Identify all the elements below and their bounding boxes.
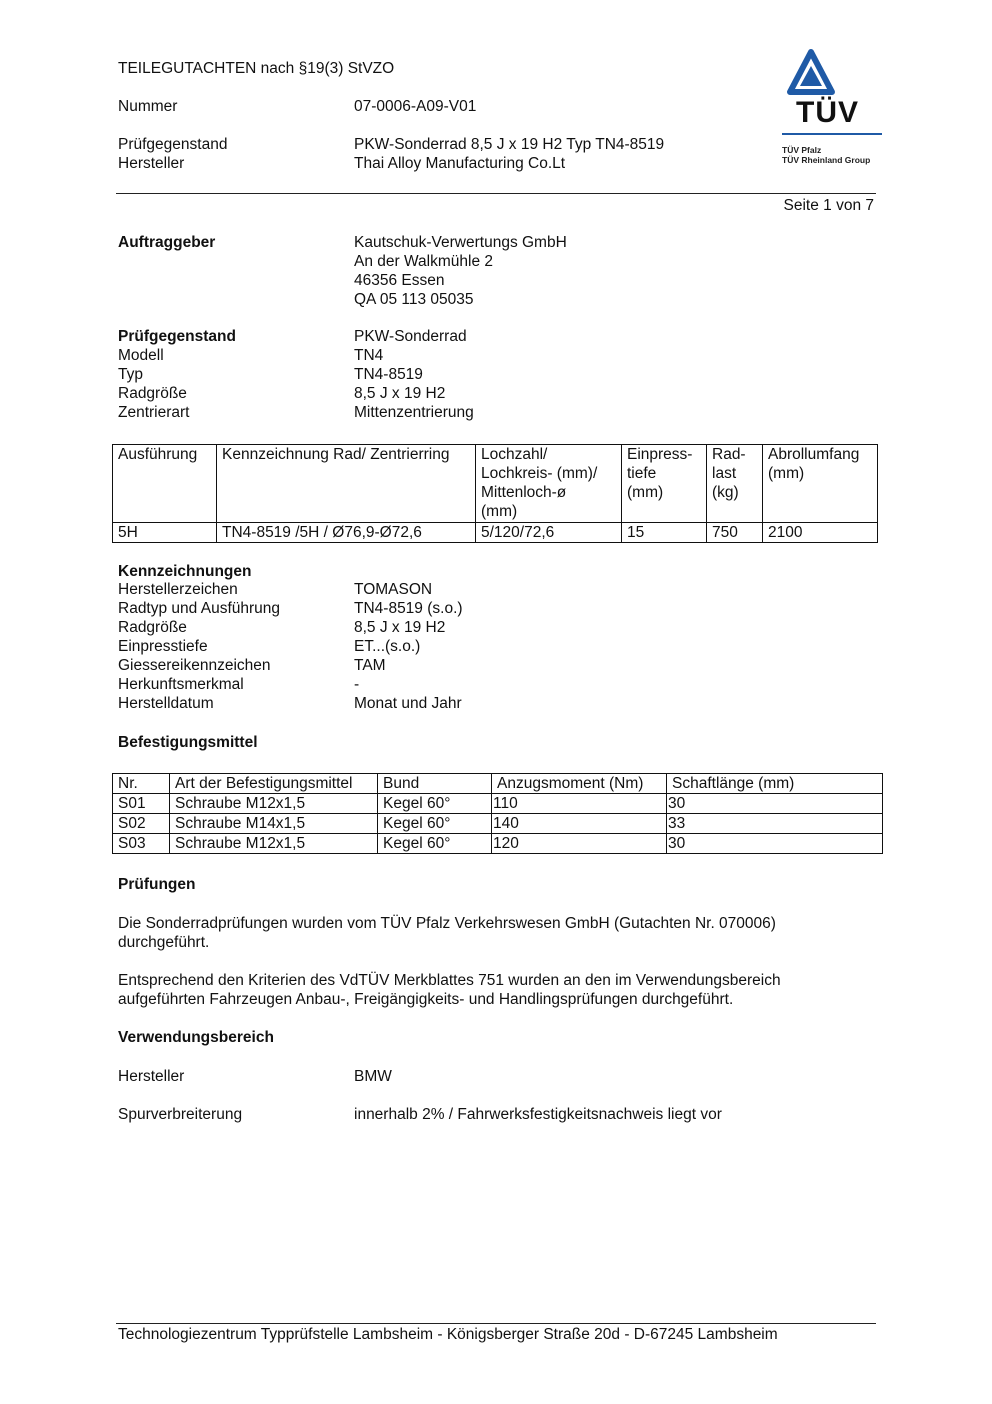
auftraggeber-label: Auftraggeber [118,234,216,251]
kennzeichnung-label: Herkunftsmerkmal [118,676,244,693]
pruefgegenstand-heading: Prüfgegenstand [118,328,236,345]
verwendung-hersteller-value: BMW [354,1068,392,1085]
detail-label: Zentrierart [118,404,190,421]
verwendung-hersteller-label: Hersteller [118,1068,185,1085]
kennzeichnung-value: TN4-8519 (s.o.) [354,600,463,617]
nummer-value: 07-0006-A09-V01 [354,98,477,115]
table-header-row [113,774,883,794]
kennzeichnung-value: Monat und Jahr [354,695,462,712]
pruefungen-paragraph-1-line: Die Sonderradprüfungen wurden vom TÜV Pfalz Verkehrswesen GmbH (Gutachten Nr. 070006) [118,915,776,932]
kennzeichnung-label: Herstellerzeichen [118,581,238,598]
kennzeichnung-value: TOMASON [354,581,433,598]
table-cell: Kegel 60° [378,834,492,854]
detail-value: 8,5 J x 19 H2 [354,385,446,402]
table-cell: Kegel 60° [378,814,492,834]
pruefungen-paragraph-2-line: aufgeführten Fahrzeugen Anbau-, Freigängigkeits- und Handlingsprüfungen durchgeführt. [118,991,734,1008]
nummer-label: Nummer [118,98,178,115]
ausfuehrung-table [112,444,878,543]
page-info: Seite 1 von 7 [783,197,874,214]
tuev-brand: TÜV [796,96,859,129]
table-header-cell: Lochzahl/ Lochkreis- (mm)/ Mittenloch-ø (mm) [476,445,622,523]
table-cell: S03 [113,834,170,854]
kennzeichnung-value: 8,5 J x 19 H2 [354,619,446,636]
kennzeichnung-label: Radgröße [118,619,187,636]
pruefgegenstand-header-value: PKW-Sonderrad 8,5 J x 19 H2 Typ TN4-8519 [354,136,665,153]
logo-line-1: TÜV Pfalz [782,145,822,155]
auftraggeber-line: An der Walkmühle 2 [354,253,493,270]
table-row [113,794,883,814]
kennzeichnung-value: ET...(s.o.) [354,638,421,655]
table-header-cell: Schaftlänge (mm) [667,774,883,794]
table-header-cell: Kennzeichnung Rad/ Zentrierring [217,445,476,523]
befestigungsmittel-heading: Befestigungsmittel [118,734,258,751]
kennzeichnung-label: Radtyp und Ausführung [118,600,281,617]
table-cell: 110 [492,794,667,814]
table-row [113,814,883,834]
pruefungen-paragraph-1-line: durchgeführt. [118,934,210,951]
kennzeichnungen-heading: Kennzeichnungen [118,563,252,580]
table-cell: 5/120/72,6 [476,523,622,543]
table-header-row [113,445,878,523]
footer-text: Technologiezentrum Typprüfstelle Lambsheim - Königsberger Straße 20d - D-67245 Lambsheim [118,1326,778,1343]
table-header-cell: Nr. [113,774,170,794]
kennzeichnung-label: Einpresstiefe [118,638,208,655]
hersteller-header-value: Thai Alloy Manufacturing Co.Lt [354,155,566,172]
table-cell: 15 [622,523,707,543]
table-cell: 750 [707,523,763,543]
auftraggeber-line: 46356 Essen [354,272,445,289]
table-header-cell: Rad- last (kg) [707,445,763,523]
auftraggeber-line: Kautschuk-Verwertungs GmbH [354,234,567,251]
table-header-cell: Bund [378,774,492,794]
header-rule [116,193,876,194]
table-row [113,834,883,854]
table-cell: Schraube M12x1,5 [170,834,378,854]
hersteller-header-label: Hersteller [118,155,185,172]
table-cell: 140 [492,814,667,834]
footer-rule [116,1323,876,1324]
table-cell: Kegel 60° [378,794,492,814]
kennzeichnung-label: Herstelldatum [118,695,214,712]
detail-value: TN4 [354,347,384,364]
table-cell: S02 [113,814,170,834]
detail-label: Modell [118,347,164,364]
table-cell: 30 [667,834,883,854]
detail-label: Radgröße [118,385,187,402]
table-cell: TN4-8519 /5H / Ø76,9-Ø72,6 [217,523,476,543]
verwendungsbereich-heading: Verwendungsbereich [118,1029,274,1046]
pruefungen-paragraph-2-line: Entsprechend den Kriterien des VdTÜV Merkblattes 751 wurden an den im Verwendungsbereich [118,972,781,989]
table-row [113,523,878,543]
spurverbreiterung-value: innerhalb 2% / Fahrwerksfestigkeitsnachweis liegt vor [354,1106,722,1123]
table-header-cell: Ausführung [113,445,217,523]
table-cell: 30 [667,794,883,814]
kennzeichnung-value: - [354,676,360,693]
pruefgegenstand-heading-value: PKW-Sonderrad [354,328,467,345]
logo-line-2: TÜV Rheinland Group [782,155,871,165]
pruefgegenstand-header-label: Prüfgegenstand [118,136,228,153]
detail-value: Mittenzentrierung [354,404,474,421]
table-cell: 33 [667,814,883,834]
tuev-logo [776,46,888,174]
table-cell: 2100 [763,523,878,543]
kennzeichnung-label: Giessereikennzeichen [118,657,271,674]
table-cell: S01 [113,794,170,814]
pruefungen-heading: Prüfungen [118,876,196,893]
detail-label: Typ [118,366,143,383]
befestigungsmittel-table [112,773,883,854]
table-cell: Schraube M12x1,5 [170,794,378,814]
table-cell: Schraube M14x1,5 [170,814,378,834]
spurverbreiterung-label: Spurverbreiterung [118,1106,243,1123]
table-cell: 5H [113,523,217,543]
table-header-cell: Art der Befestigungsmittel [170,774,378,794]
detail-value: TN4-8519 [354,366,423,383]
table-header-cell: Anzugsmoment (Nm) [492,774,667,794]
logo-underline [782,133,882,135]
auftraggeber-line: QA 05 113 05035 [354,291,474,308]
table-header-cell: Abrollumfang (mm) [763,445,878,523]
document-title: TEILEGUTACHTEN nach §19(3) StVZO [118,60,395,77]
table-header-cell: Einpress- tiefe (mm) [622,445,707,523]
table-cell: 120 [492,834,667,854]
kennzeichnung-value: TAM [354,657,386,674]
